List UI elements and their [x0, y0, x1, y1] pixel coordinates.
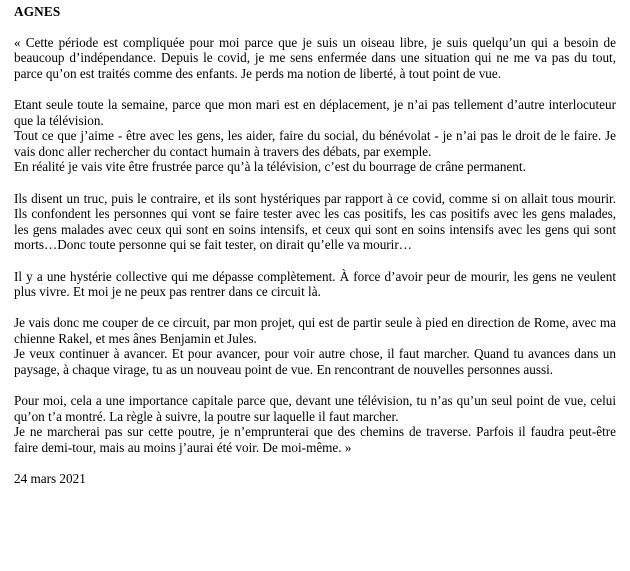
paragraph-1 — [14, 35, 616, 82]
paragraph-2 — [14, 97, 616, 175]
paragraph-line: Pour moi, cela a une importance capitale parce que, devant une télévision, tu n’as qu’un seul point de vue, celui qu’on t’a montré. La règle à suivre, la poutre sur laquelle il faut marcher. — [14, 393, 616, 424]
document-title: AGNES — [14, 4, 61, 19]
document-page — [14, 4, 616, 487]
paragraph-line: Il y a une hystérie collective qui me dépasse complètement. À force d’avoir peur de mourir, les gens ne veulent plus vivre. Et moi je ne peux pas rentrer dans ce circuit là. — [14, 268, 616, 300]
paragraph-line: Etant seule toute la semaine, parce que mon mari est en déplacement, je n’ai pas tellement d’autre interlocuteur que la télévision. — [14, 96, 616, 128]
paragraph-3 — [14, 191, 616, 253]
paragraph-line: « Cette période est compliquée pour moi parce que je suis un oiseau libre, je suis quelqu’un qui a besoin de beaucoup d’indépendance. Depuis le covid, je me sens enfermée dans une situation qui ne me va pas du tout, parce qu’on est traités comme des enfants. Je perds ma notion de liberté, à tout point de vue. — [14, 34, 616, 81]
paragraph-line: En réalité je vais vite être frustrée parce qu’à la télévision, c’est du bourrage de crâne permanent. — [14, 159, 526, 175]
paragraph-6 — [14, 393, 616, 455]
paragraph-4 — [14, 269, 616, 300]
paragraph-line: Je vais donc me couper de ce circuit, par mon projet, qui est de partir seule à pied en direction de Rome, avec ma chienne Rakel, et mes ânes Benjamin et Jules. — [14, 315, 616, 346]
paragraph-line: Je veux continuer à avancer. Et pour avancer, pour voir autre chose, il faut marcher. Quand tu avances dans un paysage, à chaque virage, tu as un nouveau point de vue. En rencontrant de nouvelles personnes aussi. — [14, 346, 616, 378]
paragraph-line: Je ne marcherai pas sur cette poutre, je n’emprunterai que des chemins de traverse. Parfois il faudra peut-être faire demi-tour, mais au moins j’aurai été voir. De moi-même. » — [14, 424, 616, 456]
document-date: 24 mars 2021 — [14, 471, 86, 487]
paragraph-line: Ils disent un truc, puis le contraire, et ils sont hystériques par rapport à ce covid, comme si on allait tous mourir. Ils confondent les personnes qui vont se faire tester avec les cas positifs, les cas positifs avec les gens malades, les gens malades avec ceux qui sont en soins intensifs, et ceux qui sont en soins intensifs avec les gens qui sont morts…Donc toute personne qui se fait tester, on dirait qu’elle va mourir… — [14, 190, 616, 253]
paragraph-5 — [14, 315, 616, 377]
paragraph-line: Tout ce que j’aime - être avec les gens, les aider, faire du social, du bénévolat - je n’ai pas le droit de le faire. Je vais donc aller rechercher du contact humain à travers des débats, par exemple. — [14, 128, 616, 159]
